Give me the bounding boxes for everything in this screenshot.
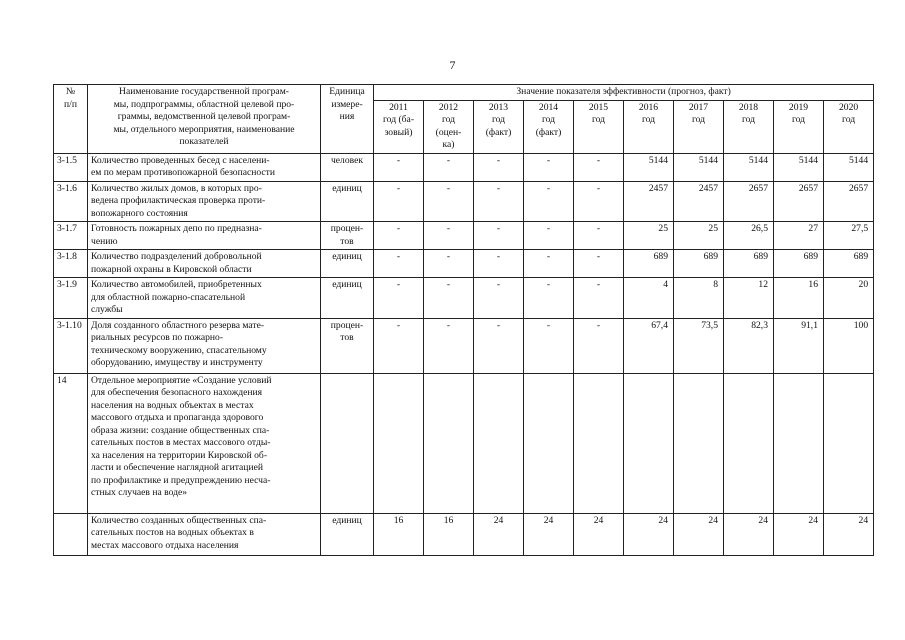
- header-year: 2016 год: [624, 100, 674, 153]
- value-cell: -: [424, 318, 474, 373]
- unit-cell: единиц: [321, 278, 374, 319]
- value-cell: 2657: [824, 181, 874, 222]
- value-cell: 2457: [624, 181, 674, 222]
- table-row: [54, 318, 874, 373]
- unit-cell: человек: [321, 153, 374, 181]
- indicator-name: Доля созданного областного резерва мате- риальных ресурсов по пожарно- техническому вооружению, спасательному оборудованию, имуществу и инструменту: [88, 318, 321, 373]
- value-cell: -: [374, 181, 424, 222]
- value-cell: -: [524, 278, 574, 319]
- value-cell: -: [574, 222, 624, 250]
- indicator-name: Отдельное мероприятие «Создание условий для обеспечения безопасного нахождения населения на водных объектах в местах массового отдыха и пропаганда здорового образа жизни: создание общественных спа- сательных постов в местах массового отды- ха населения на территории Кировской об- ласти и обеспечение наглядной агитацией по профилактике и предупреждению несча- стных случаев на воде»: [88, 373, 321, 513]
- value-cell: [524, 373, 574, 513]
- value-cell: 5144: [624, 153, 674, 181]
- row-number: 3-1.10: [54, 318, 88, 373]
- value-cell: 4: [624, 278, 674, 319]
- header-year: 2012 год (оцен- ка): [424, 100, 474, 153]
- value-cell: 5144: [774, 153, 824, 181]
- unit-cell: единиц: [321, 250, 374, 278]
- value-cell: -: [574, 318, 624, 373]
- indicator-name: Количество созданных общественных спа- сательных постов на водных объектах в местах массового отдыха населения: [88, 513, 321, 555]
- value-cell: [574, 373, 624, 513]
- row-number: 3-1.8: [54, 250, 88, 278]
- value-cell: 689: [624, 250, 674, 278]
- unit-cell: единиц: [321, 181, 374, 222]
- unit-cell: процен- тов: [321, 222, 374, 250]
- value-cell: 2457: [674, 181, 724, 222]
- value-cell: -: [524, 153, 574, 181]
- value-cell: 8: [674, 278, 724, 319]
- unit-cell: [321, 373, 374, 513]
- value-cell: 100: [824, 318, 874, 373]
- value-cell: 27: [774, 222, 824, 250]
- table-row: [54, 373, 874, 513]
- unit-cell: процен- тов: [321, 318, 374, 373]
- table-row: [54, 222, 874, 250]
- value-cell: 24: [624, 513, 674, 555]
- value-cell: -: [474, 222, 524, 250]
- value-cell: 12: [724, 278, 774, 319]
- value-cell: -: [424, 222, 474, 250]
- table-header: [54, 85, 874, 154]
- value-cell: -: [374, 278, 424, 319]
- value-cell: -: [574, 250, 624, 278]
- header-year: 2013 год (факт): [474, 100, 524, 153]
- header-year: 2014 год (факт): [524, 100, 574, 153]
- value-cell: [674, 373, 724, 513]
- row-number: [54, 513, 88, 555]
- indicator-name: Количество проведенных бесед с населени- ем по мерам противопожарной безопасности: [88, 153, 321, 181]
- value-cell: 24: [674, 513, 724, 555]
- value-cell: -: [474, 250, 524, 278]
- value-cell: 24: [774, 513, 824, 555]
- header-year: 2011 год (ба- зовый): [374, 100, 424, 153]
- value-cell: 26,5: [724, 222, 774, 250]
- value-cell: 16: [374, 513, 424, 555]
- value-cell: -: [474, 153, 524, 181]
- value-cell: 27,5: [824, 222, 874, 250]
- value-cell: 20: [824, 278, 874, 319]
- value-cell: -: [424, 250, 474, 278]
- header-unit: Единица измере- ния: [321, 85, 374, 154]
- value-cell: -: [424, 278, 474, 319]
- value-cell: -: [574, 153, 624, 181]
- row-number: 3-1.5: [54, 153, 88, 181]
- value-cell: 82,3: [724, 318, 774, 373]
- value-cell: [774, 373, 824, 513]
- page-number: 7: [449, 58, 456, 72]
- header-year: 2018 год: [724, 100, 774, 153]
- value-cell: -: [424, 153, 474, 181]
- value-cell: -: [524, 318, 574, 373]
- value-cell: [424, 373, 474, 513]
- value-cell: -: [424, 181, 474, 222]
- value-cell: 25: [674, 222, 724, 250]
- value-cell: 2657: [774, 181, 824, 222]
- value-cell: 689: [824, 250, 874, 278]
- header-year: 2019 год: [774, 100, 824, 153]
- row-number: 14: [54, 373, 88, 513]
- indicators-table: [53, 84, 874, 556]
- header-year: 2015 год: [574, 100, 624, 153]
- table-row: [54, 513, 874, 555]
- table-row: [54, 278, 874, 319]
- value-cell: 16: [774, 278, 824, 319]
- value-cell: [624, 373, 674, 513]
- value-cell: -: [524, 250, 574, 278]
- value-cell: [824, 373, 874, 513]
- value-cell: 24: [474, 513, 524, 555]
- value-cell: 24: [524, 513, 574, 555]
- row-number: 3-1.7: [54, 222, 88, 250]
- header-year: 2020 год: [824, 100, 874, 153]
- value-cell: -: [574, 181, 624, 222]
- table-row: [54, 181, 874, 222]
- table-row: [54, 250, 874, 278]
- value-cell: -: [574, 278, 624, 319]
- value-cell: -: [474, 278, 524, 319]
- value-cell: [474, 373, 524, 513]
- value-cell: -: [524, 181, 574, 222]
- indicator-name: Количество подразделений добровольной пожарной охраны в Кировской области: [88, 250, 321, 278]
- value-cell: 91,1: [774, 318, 824, 373]
- value-cell: 5144: [824, 153, 874, 181]
- value-cell: -: [524, 222, 574, 250]
- indicator-name: Количество жилых домов, в которых про- ведена профилактическая проверка проти- вопожарного состояния: [88, 181, 321, 222]
- value-cell: -: [374, 153, 424, 181]
- value-cell: -: [374, 250, 424, 278]
- value-cell: [374, 373, 424, 513]
- row-number: 3-1.9: [54, 278, 88, 319]
- value-cell: 24: [724, 513, 774, 555]
- value-cell: -: [474, 318, 524, 373]
- value-cell: 689: [674, 250, 724, 278]
- indicator-name: Количество автомобилей, приобретенных для областной пожарно-спасательной службы: [88, 278, 321, 319]
- table-row: [54, 153, 874, 181]
- value-cell: -: [374, 318, 424, 373]
- table-body: [54, 153, 874, 555]
- value-cell: 73,5: [674, 318, 724, 373]
- indicator-name: Готовность пожарных депо по предназна- чению: [88, 222, 321, 250]
- value-cell: 67,4: [624, 318, 674, 373]
- unit-cell: единиц: [321, 513, 374, 555]
- value-cell: 5144: [674, 153, 724, 181]
- value-cell: 5144: [724, 153, 774, 181]
- value-cell: [724, 373, 774, 513]
- header-num: № п/п: [54, 85, 88, 154]
- value-cell: -: [374, 222, 424, 250]
- value-cell: 689: [774, 250, 824, 278]
- row-number: 3-1.6: [54, 181, 88, 222]
- header-year: 2017 год: [674, 100, 724, 153]
- header-group: Значение показателя эффективности (прогноз, факт): [374, 85, 874, 101]
- value-cell: 25: [624, 222, 674, 250]
- value-cell: 2657: [724, 181, 774, 222]
- value-cell: 24: [824, 513, 874, 555]
- value-cell: 16: [424, 513, 474, 555]
- value-cell: 24: [574, 513, 624, 555]
- value-cell: 689: [724, 250, 774, 278]
- header-name: Наименование государственной програм- мы, подпрограммы, областной целевой про- граммы, ведомственной целевой програм- мы, отдельного мероприятия, наименование показателей: [88, 85, 321, 154]
- value-cell: -: [474, 181, 524, 222]
